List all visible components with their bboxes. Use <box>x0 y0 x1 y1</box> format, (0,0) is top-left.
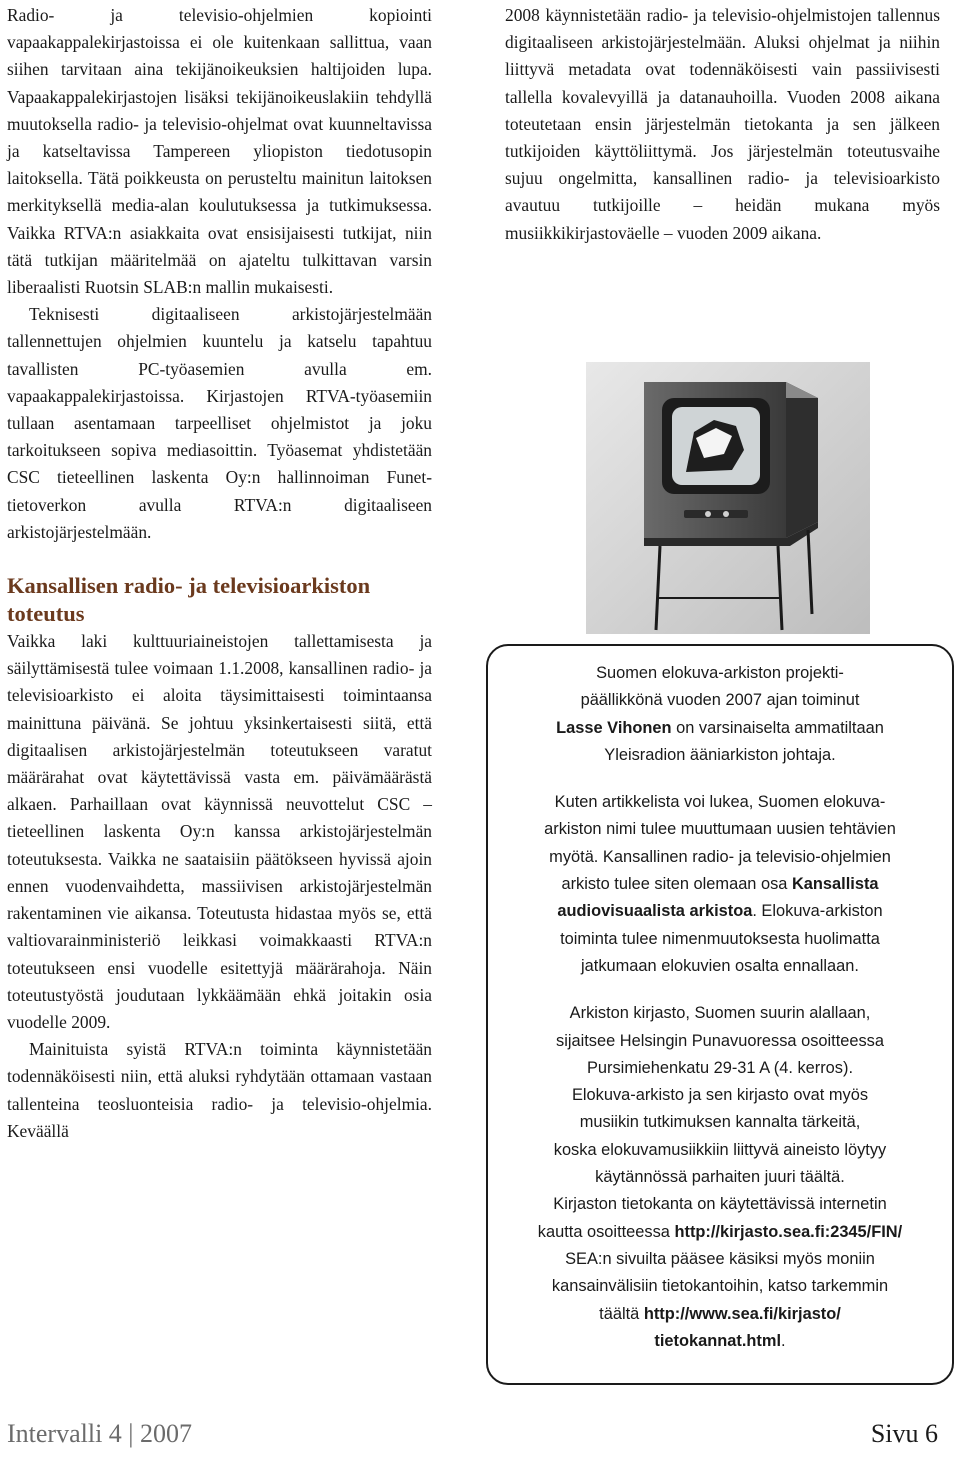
text-line: . <box>781 1331 786 1350</box>
text-line: Suomen elokuva-arkiston projekti- <box>596 664 844 682</box>
text-line: jatkumaan elokuvien osalta ennallaan. <box>581 956 859 975</box>
text-line: myötä. Kansallinen radio- ja televisio-ohjelmien <box>549 847 891 866</box>
section-heading: Kansallisen radio- ja televisioarkiston toteutus <box>7 573 371 627</box>
footer-publication: Intervalli 4 | 2007 <box>7 1419 192 1448</box>
text-line: musiikin tutkimuksen kannalta tärkeitä, <box>579 1113 861 1132</box>
paragraph: Vaikka laki kulttuuriaineistojen tallettamisesta ja säilyttämisestä tulee voimaan 1.1.2008, kansallinen radio- ja televisioarkisto ei aloita täysimittaisesti toimintaansa mainittuna päivänä. Se johtuu yksinkertaisesti siitä, että digitaalisen arkistojärjestelmän toteutukseen varatut määrärahat ovat käytettävissä vasta em. päivämäärästä alkaen. Parhaillaan ovat käynnissä neuvottelut CSC – tieteellinen laskenta Oy:n kanssa arkistojärjestelmän toteutuksesta. Vaikka ne saataisiin päätökseen hyvissä ajoin ennen vuodenvaihdetta, massiivisen arkistojärjestelmän rakentaminen vie aikansa. Toteutusta hidastaa myös se, että valtiovarainministeriö leikkasi voimakkaasti RTVA:n toteutukseen ensi vuodelle esitettyjä määrärahoja. Näin toteutustyöstä joudutaan lykkäämään ehkä joitakin osia vuodelle 2009. <box>7 631 432 1032</box>
text-line: arkisto tulee siten olemaan osa <box>561 875 792 894</box>
text-line: Kirjaston tietokanta on käytettävissä internetin <box>553 1195 887 1214</box>
text-line: Kuten artikkelista voi lukea, Suomen elokuva- <box>554 793 886 812</box>
text-line: Elokuva-arkisto ja sen kirjasto ovat myös <box>571 1086 869 1105</box>
text-line: . Elokuva-arkiston <box>752 902 883 921</box>
text-line: Yleisradion ääniarkiston johtaja. <box>604 745 836 764</box>
text-line: käytännössä parhaiten juuri täältä. <box>595 1168 845 1187</box>
text-line: Pursimiehenkatu 29-31 A (4. kerros). <box>586 1058 854 1077</box>
info-box <box>486 644 954 1385</box>
database-url-link-cont[interactable]: tietokannat.html <box>654 1331 782 1350</box>
text-line: kautta osoitteessa <box>537 1222 675 1241</box>
info-paragraph <box>488 789 952 980</box>
text-line: SEA:n sivuilta pääsee käsiksi myös moniin <box>565 1249 875 1268</box>
text-line: arkiston nimi tulee muuttumaan uusien tehtävien <box>544 820 896 839</box>
paragraph: Radio- ja televisio-ohjelmien kopiointi vapaakappalekirjastoissa ei ole kuitenkaan sallittua, vaan siihen tarvitaan aina tekijänoikeuksien haltijoiden lupa. Vapaakappalekirjastojen lisäksi tekijänoikeuslakiin tehdyllä muutoksella radio- ja televisio-ohjelmat ovat kuunneltavissa ja katseltavissa Tampereen yliopiston tiedotusopin laitoksella. Tätä poikkeusta on perusteltu mainitun laitoksen merkityksellä media-alan koulutuksessa ja tutkimuksessa. Vaikka RTVA:n asiakkaita ovat ensisijaisesti tutkijat, niin tätä tutkijan määritelmää on ajateltu tulkittavan varsin liberaalisti Ruotsin SLAB:n mallin mukaisesti. <box>7 5 432 298</box>
text-line: koska elokuvamusiikkiin liittyvä aineisto löytyy <box>553 1140 887 1159</box>
paragraph: 2008 käynnistetään radio- ja televisio-ohjelmistojen tallennus digitaaliseen arkistojärjestelmään. Aluksi ohjelmat ja niihin liittyvä metadata ovat todennäköisesti vain passiivisesti tallella kovalevyillä ja datanauhoilla. Vuoden 2008 aikana toteutetaan ensin järjestelmän tietokanta ja sen jälkeen tutkijoiden käyttöliittymä. Jos järjestelmän toteutusvaihe sujuu ongelmitta, kansallinen radio- ja televisioarkisto avautuu tutkijoille – heidän mukana myös musiikkikirjastoväelle – vuoden 2009 aikana. <box>505 5 940 243</box>
database-url-link[interactable]: http://www.sea.fi/kirjasto/ <box>643 1304 841 1323</box>
paragraph: Mainituista syistä RTVA:n toiminta käynnistetään todennäköisesti niin, että aluksi ryhdytään ottamaan vastaan tallenteina teosluonteisia radio- ja televisio-ohjelmia. Keväällä <box>7 1039 432 1141</box>
bold-text: audiovisuaalista arkistoa <box>557 902 753 921</box>
vintage-tv-photo <box>586 362 870 634</box>
library-url-link[interactable]: http://kirjasto.sea.fi:2345/FIN/ <box>674 1222 903 1241</box>
text-line: Arkiston kirjasto, Suomen suurin alallaan, <box>569 1004 871 1023</box>
text-line: päällikkönä vuoden 2007 ajan toiminut <box>580 691 860 710</box>
paragraph: Teknisesti digitaaliseen arkistojärjestelmään tallennettujen ohjelmien kuuntelu ja katselu tapahtuu tavallisten PC-työasemien avulla em. vapaakappalekirjastoissa. Kirjastojen RTVA-työasemiin tullaan asentamaan tarpeelliset ohjelmistot ja joku tarkoitukseen sopiva mediasoittin. Työasemat yhdistetään CSC tieteellinen laskenta Oy:n hallinnoiman Funet-tietoverkon avulla RTVA:n digitaaliseen arkistojärjestelmään. <box>7 304 432 542</box>
text-line: on varsinaiselta ammatiltaan <box>671 718 884 737</box>
text-line: täältä <box>599 1304 644 1323</box>
bold-text: Kansallista <box>791 875 879 894</box>
info-paragraph <box>488 660 952 769</box>
footer-page-number: Sivu 6 <box>870 1419 938 1448</box>
right-column <box>505 2 940 247</box>
text-line: sijaitsee Helsingin Punavuoressa osoitteessa <box>556 1031 884 1050</box>
info-paragraph <box>488 1000 952 1355</box>
text-line: toiminta tulee nimenmuutoksesta huolimatta <box>560 929 880 948</box>
text-line: kansainvälisiin tietokantoihin, katso tarkemmin <box>551 1277 889 1296</box>
person-name: Lasse Vihonen <box>556 718 672 737</box>
left-column <box>7 2 432 1145</box>
